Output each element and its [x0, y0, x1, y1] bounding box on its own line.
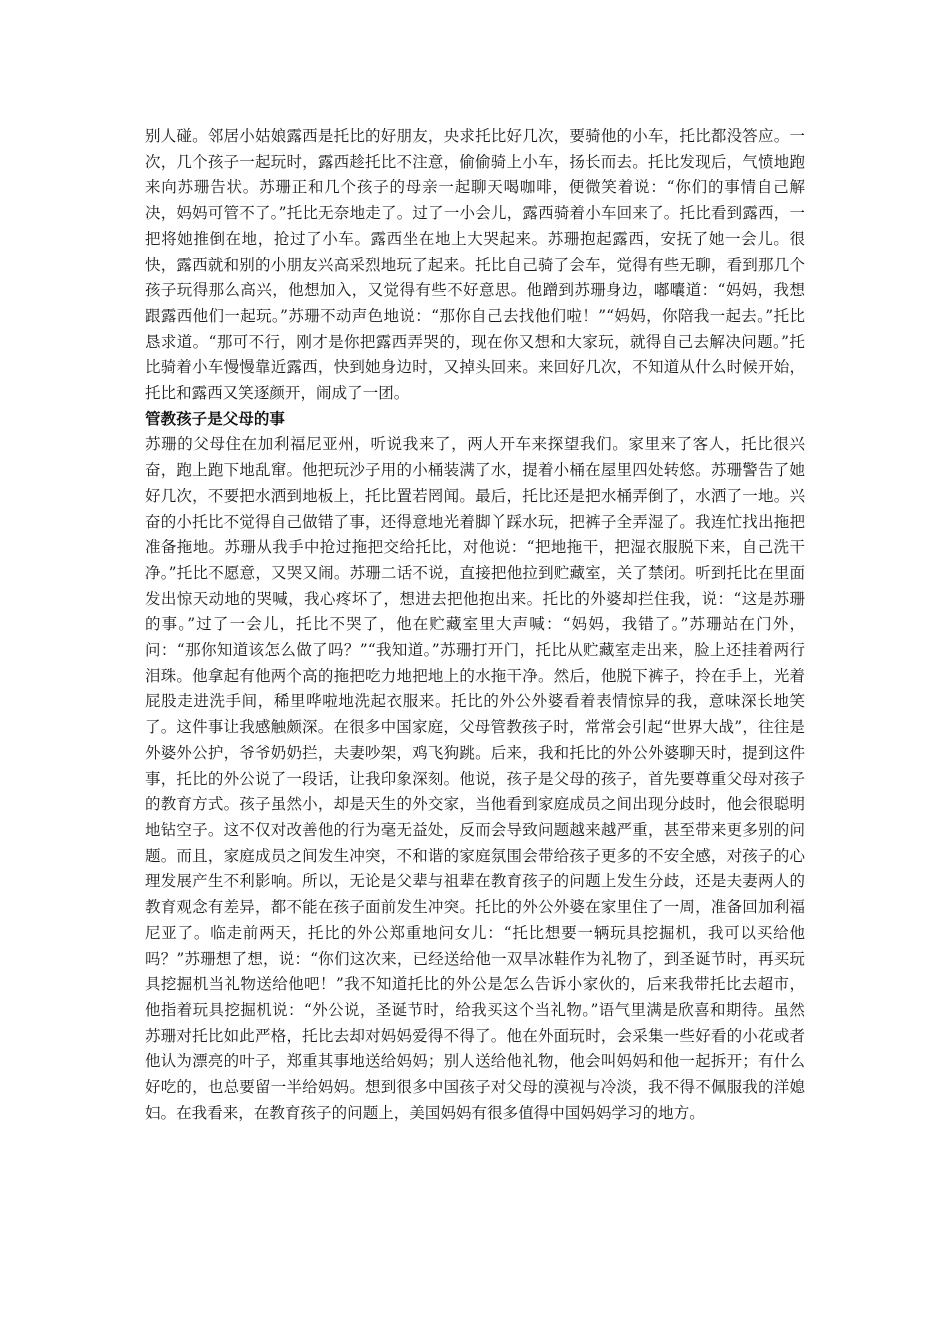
section-heading: 管教孩子是父母的事: [145, 409, 285, 428]
paragraph-continued: 别人碰。邻居小姑娘露西是托比的好朋友，央求托比好几次，要骑他的小车，托比都没答应。一次，几个孩子一起玩时，露西趁托比不注意，偷偷骑上小车，扬长而去。托比发现后，气愤地跑来向苏珊告状。苏珊正和几个孩子的母亲一起聊天喝咖啡，便微笑着说：“你们的事情自己解决，妈妈可管不了。”托比无奈地走了。过了一小会儿，露西骑着小车回来了。托比看到露西，一把将她推倒在地，抢过了小车。露西坐在地上大哭起来。苏珊抱起露西，安抚了她一会儿。很快，露西就和别的小朋友兴高采烈地玩了起来。托比自己骑了会车，觉得有些无聊，看到那几个孩子玩得那么高兴，他想加入，又觉得有些不好意思。他蹭到苏珊身边，嘟囔道：“妈妈，我想跟露西他们一起玩。”苏珊不动声色地说：“那你自己去找他们啦！”“妈妈，你陪我一起去。”托比恳求道。“那可不行，刚才是你把露西弄哭的，现在你又想和大家玩，就得自己去解决问题。”托比骑着小车慢慢靠近露西，快到她身边时，又掉头回来。来回好几次，不知道从什么时候开始，托比和露西又笑逐颜开，闹成了一团。: [145, 127, 805, 403]
paragraph-body: 苏珊的父母住在加利福尼亚州，听说我来了，两人开车来探望我们。家里来了客人，托比很兴奋，跑上跑下地乱窜。他把玩沙子用的小桶装满了水，提着小桶在屋里四处转悠。苏珊警告了她好几次，不要把水洒到地板上，托比置若罔闻。最后，托比还是把水桶弄倒了，水洒了一地。兴奋的小托比不觉得自己做错了事，还得意地光着脚丫踩水玩，把裤子全弄湿了。我连忙找出拖把准备拖地。苏珊从我手中抢过拖把交给托比，对他说：“把地拖干，把湿衣服脱下来，自己洗干净。”托比不愿意，又哭又闹。苏珊二话不说，直接把他拉到贮藏室，关了禁闭。听到托比在里面发出惊天动地的哭喊，我心疼坏了，想进去把他抱出来。托比的外婆却拦住我，说：“这是苏珊的事。”过了一会儿，托比不哭了，他在贮藏室里大声喊：“妈妈，我错了。”苏珊站在门外，问：“那你知道该怎么做了吗？”“我知道。”苏珊打开门，托比从贮藏室走出来，脸上还挂着两行泪珠。他拿起有他两个高的拖把吃力地把地上的水拖干净。然后，他脱下裤子，拎在手上，光着屁股走进洗手间，稀里哗啦地洗起衣服来。托比的外公外婆看着表情惊异的我，意味深长地笑了。这件事让我感触颇深。在很多中国家庭，父母管教孩子时，常常会引起“世界大战”，往往是外婆外公护，爷爷奶奶拦，夫妻吵架，鸡飞狗跳。后来，我和托比的外公外婆聊天时，提到这件事，托比的外公说了一段话，让我印象深刻。他说，孩子是父母的孩子，首先要尊重父母对孩子的教育方式。孩子虽然小，却是天生的外交家，当他看到家庭成员之间出现分歧时，他会很聪明地钻空子。这不仅对改善他的行为毫无益处，反而会导致问题越来越严重，甚至带来更多别的问题。而且，家庭成员之间发生冲突，不和谐的家庭氛围会带给孩子更多的不安全感，对孩子的心理发展产生不利影响。所以，无论是父辈与祖辈在教育孩子的问题上发生分歧，还是夫妻两人的教育观念有差异，都不能在孩子面前发生冲突。托比的外公外婆在家里住了一周，准备回加利福尼亚了。临走前两天，托比的外公郑重地问女儿：“托比想要一辆玩具挖掘机，我可以买给他吗？”苏珊想了想，说：“你们这次来，已经送给他一双旱冰鞋作为礼物了，到圣诞节时，再买玩具挖掘机当礼物送给他吧！”我不知道托比的外公是怎么告诉小家伙的，后来我带托比去超市，他指着玩具挖掘机说：“外公说，圣诞节时，给我买这个当礼物。”语气里满是欣喜和期待。虽然苏珊对托比如此严格，托比去却对妈妈爱得不得了。他在外面玩时，会采集一些好看的小花或者他认为漂亮的叶子，郑重其事地送给妈妈；别人送给他礼物，他会叫妈妈和他一起拆开；有什么好吃的，也总要留一半给妈妈。想到很多中国孩子对父母的漠视与冷淡，我不得不佩服我的洋媳妇。在我看来，在教育孩子的问题上，美国妈妈有很多值得中国妈妈学习的地方。: [145, 435, 805, 1122]
document-body: [145, 124, 805, 1126]
